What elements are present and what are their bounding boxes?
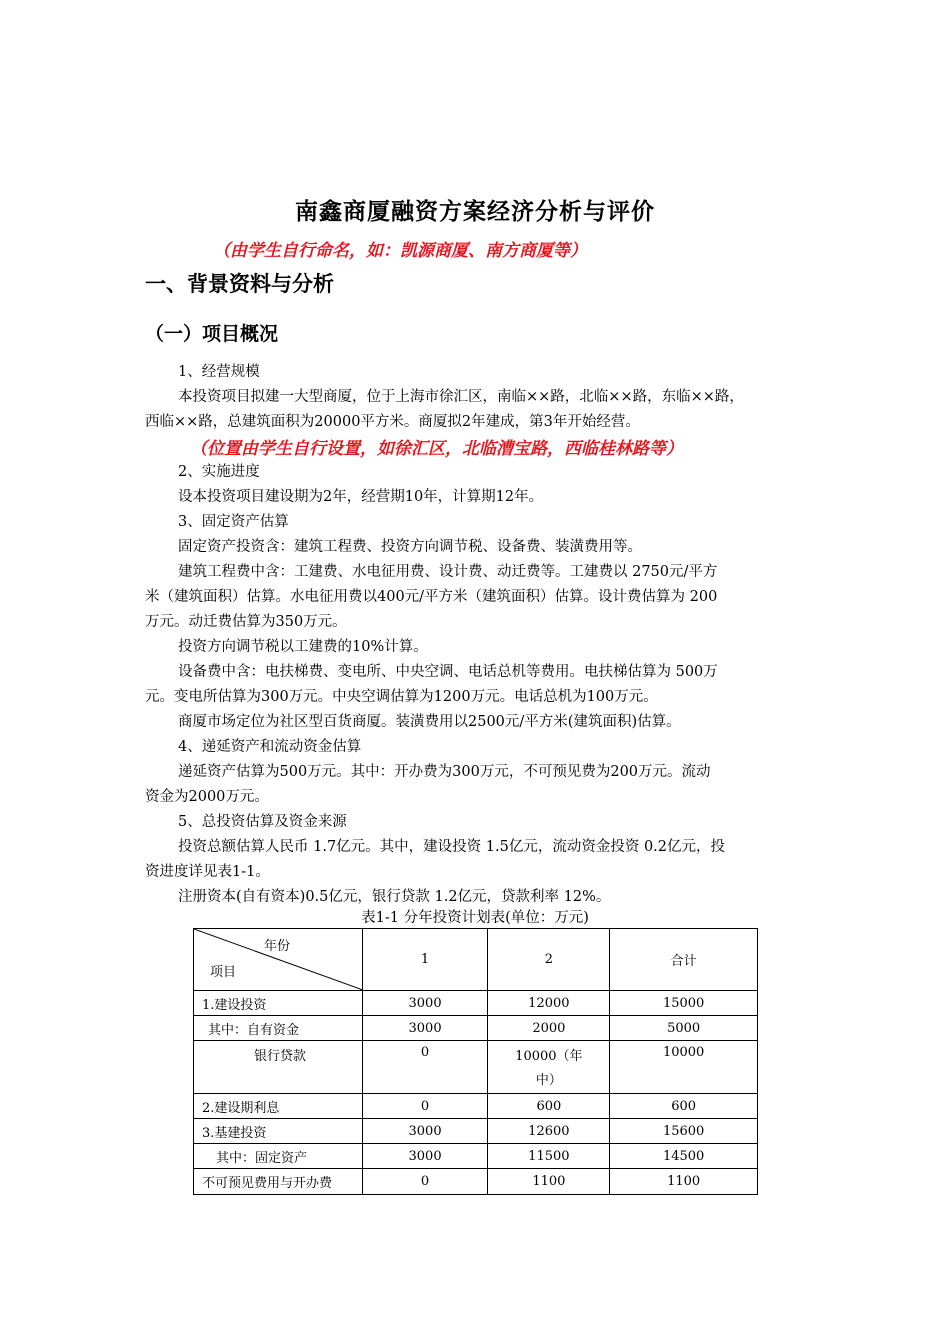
table-cell: 3000 [362,1144,488,1169]
paragraph-line: 元。变电所估算为300万元。中央空调估算为1200万元。电话总机为100万元。 [145,689,658,705]
paragraph-line: 资金为2000万元。 [145,789,269,805]
item-heading-total-investment: 5、总投资估算及资金来源 [178,814,347,830]
table-row [194,1016,758,1041]
table-cell: 10000 [610,1041,758,1094]
table-row [194,1119,758,1144]
table-cell: 3000 [362,1119,488,1144]
header-item-label: 项目 [210,965,237,980]
paragraph-line: 设本投资项目建设期为2年，经营期10年，计算期12年。 [178,489,544,505]
column-header: 合计 [610,929,758,991]
row-label: 其中：自有资金 [194,1016,363,1041]
table-cell: 12000 [488,991,610,1016]
table-cell: 3000 [362,1016,488,1041]
item-heading-deferred-assets: 4、递延资产和流动资金估算 [178,739,362,755]
table-cell: 0 [362,1094,488,1119]
table-row [194,1041,758,1094]
item-heading-fixed-assets: 3、固定资产估算 [178,514,289,530]
paragraph-line: 注册资本(自有资本)0.5亿元，银行贷款 1.2亿元，贷款利率 12%。 [178,889,611,905]
title-note: （由学生自行命名，如：凯源商厦、南方商厦等） [213,241,587,261]
paragraph-line: 递延资产估算为500万元。其中：开办费为300万元，不可预见费为200万元。流动 [178,764,711,780]
row-label: 银行贷款 [194,1041,363,1094]
table-cell: 10000（年中） [488,1041,610,1094]
table-cell: 15600 [610,1119,758,1144]
table-cell: 0 [362,1041,488,1094]
row-label: 3.基建投资 [194,1119,363,1144]
paragraph-line: 米（建筑面积）估算。水电征用费以400元/平方米（建筑面积）估算。设计费估算为 200 [145,589,718,605]
row-label: 其中：固定资产 [194,1144,363,1169]
table-cell: 15000 [610,991,758,1016]
table-cell: 0 [362,1169,488,1195]
table-row [194,1094,758,1119]
table-cell: 5000 [610,1016,758,1041]
paragraph-line: 西临××路，总建筑面积为20000平方米。商厦拟2年建成，第3年开始经营。 [145,414,640,430]
paragraph-line: 投资方向调节税以工建费的10%计算。 [178,639,428,655]
table-cell: 3000 [362,991,488,1016]
table-header-row [194,929,758,991]
item-heading-progress: 2、实施进度 [178,464,260,480]
row-label: 不可预见费用与开办费 [194,1169,363,1195]
paragraph-line: 商厦市场定位为社区型百货商厦。装潢费用以2500元/平方米(建筑面积)估算。 [178,714,681,730]
section-heading: 一、背景资料与分析 [145,272,334,296]
row-label: 2.建设期利息 [194,1094,363,1119]
paragraph-line: 固定资产投资含：建筑工程费、投资方向调节税、设备费、装潢费用等。 [178,539,642,555]
paragraph-line: 本投资项目拟建一大型商厦，位于上海市徐汇区，南临××路，北临××路，东临××路， [178,389,744,405]
table-cell: 600 [488,1094,610,1119]
table-row [194,991,758,1016]
paragraph-line: 设备费中含：电扶梯费、变电所、中央空调、电话总机等费用。电扶梯估算为 500万 [178,664,718,680]
location-note: （位置由学生自行设置，如徐汇区，北临漕宝路，西临桂林路等） [190,439,683,459]
paragraph-line: 万元。动迁费估算为350万元。 [145,614,347,630]
table-cell: 11500 [488,1144,610,1169]
diagonal-header-cell [194,929,363,991]
table-row [194,1144,758,1169]
column-header: 2 [488,929,610,991]
investment-plan-table [193,928,758,1195]
subsection-heading: （一）项目概况 [145,323,279,345]
row-label: 1.建设投资 [194,991,363,1016]
table-cell: 1100 [488,1169,610,1195]
document-title: 南鑫商厦融资方案经济分析与评价 [295,199,655,225]
item-heading-scale: 1、经营规模 [178,364,260,380]
table-cell: 600 [610,1094,758,1119]
column-header: 1 [362,929,488,991]
paragraph-line: 建筑工程费中含：工建费、水电征用费、设计费、动迁费等。工建费以 2750元/平方 [178,564,718,580]
table-row [194,1169,758,1195]
paragraph-line: 投资总额估算人民币 1.7亿元。其中，建设投资 1.5亿元，流动资金投资 0.2亿元，投 [178,839,726,855]
table-cell: 1100 [610,1169,758,1195]
table-cell: 14500 [610,1144,758,1169]
header-year-label: 年份 [264,939,291,954]
table-caption: 表1-1 分年投资计划表(单位：万元) [361,910,589,926]
table-cell: 2000 [488,1016,610,1041]
paragraph-line: 资进度详见表1-1。 [145,864,270,880]
table-cell: 12600 [488,1119,610,1144]
